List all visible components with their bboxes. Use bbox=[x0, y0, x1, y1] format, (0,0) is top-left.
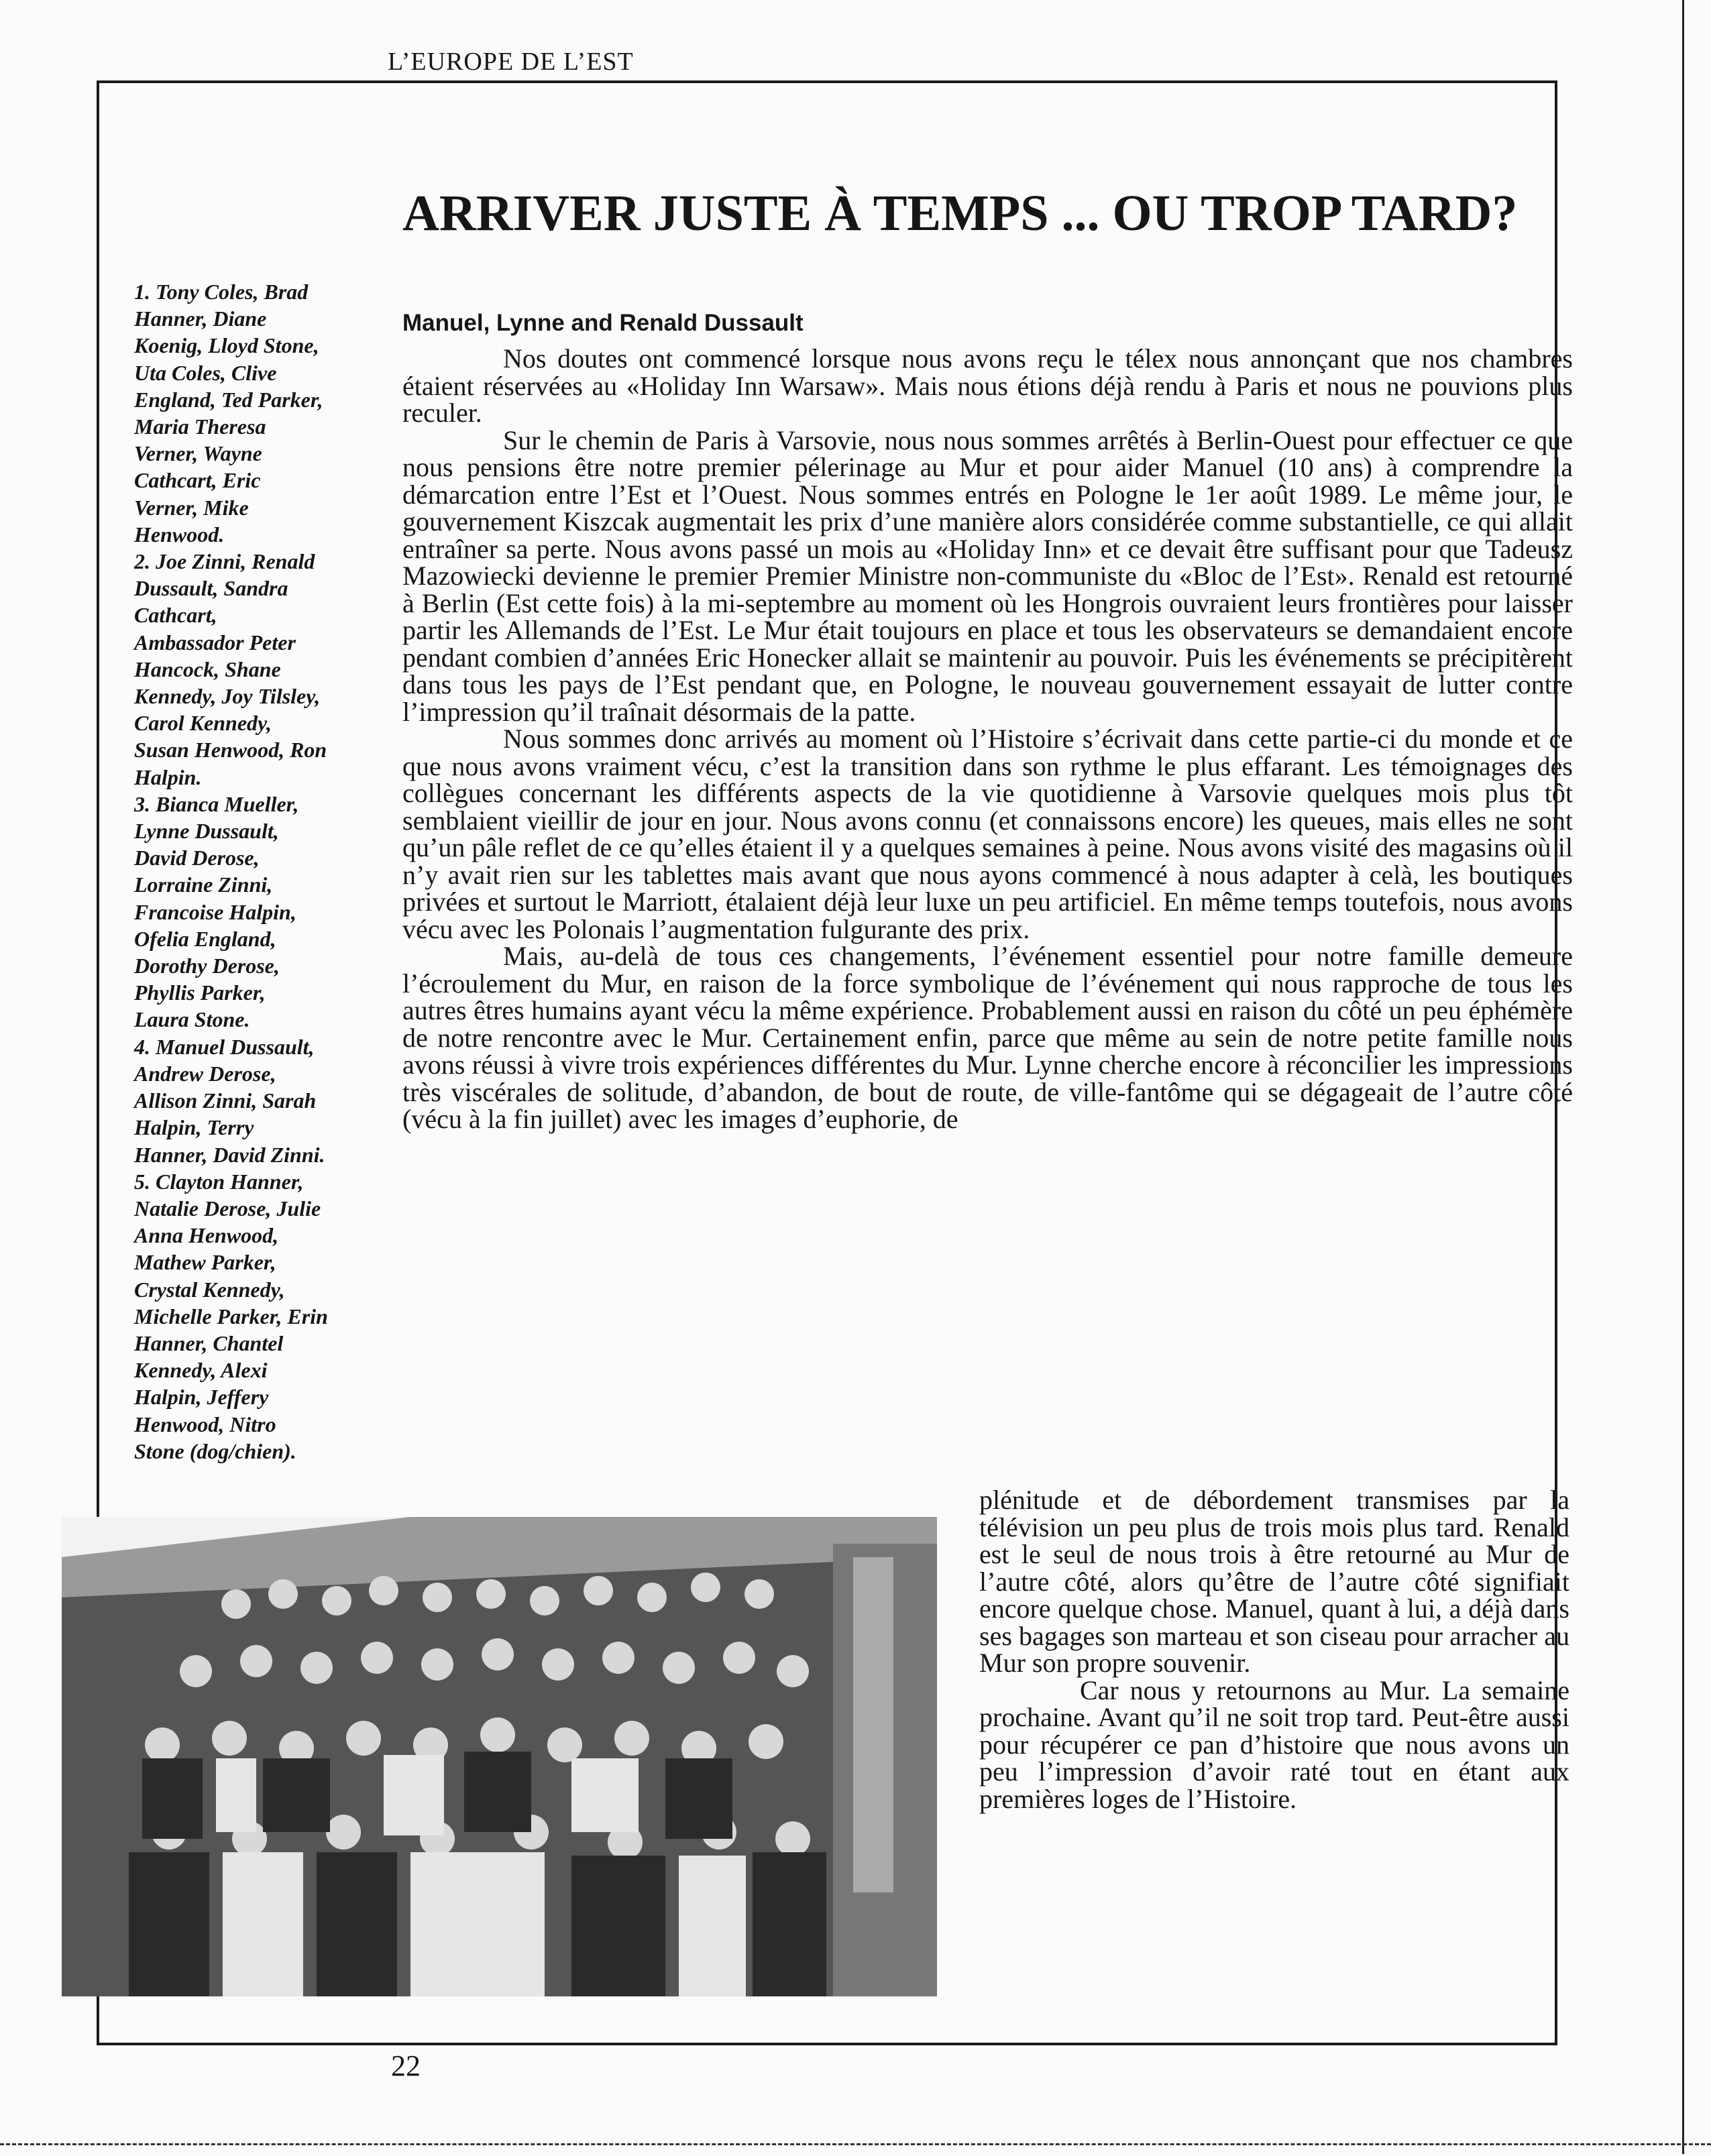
caption-row-2: 2. Joe Zinni, Renald Dussault, Sandra Cathcart, Ambassador Peter Hancock, Shane Kennedy, Joy Tilsley, Carol Kennedy, Susan Henwood, Ron Halpin. bbox=[134, 549, 327, 789]
group-photo bbox=[62, 1517, 937, 1996]
body-paragraph: Nos doutes ont commencé lorsque nous avons reçu le télex nous annonçant que nos chambres étaient réservées au «Holiday Inn Warsaw». Mais nous étions déjà rendu à Paris et nous ne pouvions plus reculer. bbox=[402, 343, 1573, 428]
binding-edge bbox=[1682, 0, 1711, 2154]
body-paragraph: Sur le chemin de Paris à Varsovie, nous nous sommes arrêtés à Berlin-Ouest pour effectuer ce que nous pensions être notre premier pélerinage au Mur et pour aider Manuel (10 ans) à comprendre la démarcation entre l’Est et l’Ouest. Nous sommes entrés en Pologne le 1er août 1989. Le même jour, le gouvernement Kiszcak augmentait les prix d’une manière alors considérée comme substantielle, ce qui allait entraîner sa perte. Nous avons passé un mois au «Holiday Inn» et ce devait être suffisant pour que Tadeusz Mazowiecki devienne le premier Premier Ministre non-communiste du «Bloc de l’Est». Renald est retourné à Berlin (Est cette fois) à la mi-septembre au moment où les Hongrois ouvraient leurs frontières pour laisser partir les Allemands de l’Est. Le Mur était toujours en place et tous les observateurs se demandaient encore pendant combien d’années Eric Honecker allait se maintenir au pouvoir. Puis les événements se précipitèrent dans tous les pays de l’Est pendant que, en Pologne, le nouveau gouvernement essayait de lutter contre l’impression qu’il traînait désormais de la patte. bbox=[402, 424, 1573, 727]
photo-caption-list bbox=[134, 278, 389, 1465]
body-paragraph: plénitude et de débordement transmises par la télévision un peu plus de trois mois plus tard. Renald est le seul de nous trois à être retourné au Mur de l’autre côté, alors qu’être de l’autre côté signifiait encore quelque chose. Manuel, quant à lui, a déjà dans ses bagages son marteau et son ciseau pour arracher au Mur son propre souvenir. bbox=[979, 1485, 1569, 1678]
page-number: 22 bbox=[391, 2049, 421, 2082]
article-byline: Manuel, Lynne and Renald Dussault bbox=[402, 310, 804, 336]
body-paragraph: Mais, au-delà de tous ces changements, l’événement essentiel pour notre famille demeure l’écroulement du Mur, en raison de la force symbolique de l’événement qui nous rapproche de tous les autres êtres humains ayant vécu la même expérience. Probablement aussi en raison du côté un peu éphémère de notre rencontre avec le Mur. Certainement enfin, parce que même au sein de notre petite famille nous avons réussi à vivre trois expériences différentes du Mur. Lynne cherche encore à réconcilier les impressions très viscérales de solitude, d’abandon, de bout de route, de ville-fantôme qui se dégageait de l’autre côté (vécu à la fin juillet) avec les images d’euphorie, de bbox=[402, 941, 1573, 1134]
body-paragraph: Car nous y retournons au Mur. La semaine prochaine. Avant qu’il ne soit trop tard. Peut-être aussi pour récupérer ce pan d’histoire que nous avons un peu l’impression d’avoir raté tout en étant aux premières loges de l’Histoire. bbox=[979, 1675, 1569, 1814]
article-title: ARRIVER JUSTE À TEMPS ... OU TROP TARD? bbox=[402, 185, 1518, 241]
article-body bbox=[402, 345, 1573, 1133]
caption-row-5: 5. Clayton Hanner, Natalie Derose, Julie Anna Henwood, Mathew Parker, Crystal Kennedy, Michelle Parker, Erin Hanner, Chantel Kennedy, Alexi Halpin, Jeffery Henwood, Nitro Stone (dog/chien). bbox=[134, 1169, 328, 1463]
caption-row-3: 3. Bianca Mueller, Lynne Dussault, David Derose, Lorraine Zinni, Francoise Halpin, Ofelia England, Dorothy Derose, Phyllis Parker, Laura Stone. bbox=[134, 791, 299, 1032]
body-paragraph: Nous sommes donc arrivés au moment où l’Histoire s’écrivait dans cette partie-ci du monde et ce que nous avons vraiment vécu, c’est la transition dans son rythme le plus effarant. Les témoignages des collègues concernant les différents aspects de la vie quotidienne à Varsovie quelques mois plus tôt semblaient vieillir de jour en jour. Nous avons connu (et connaissons encore) les queues, mais elles ne sont qu’un pâle reflet de ce qu’elles étaient il y a quelques semaines à peine. Nous avons visité des magasins où il n’y avait rien sur les tablettes mais avant que nous ayons commencé à nous adapter à celà, les boutiques privées et surtout le Marriott, étalaient déjà leur luxe un peu artificiel. En même temps toutefois, nous avons vécu avec les Polonais l’augmentation fulgurante des prix. bbox=[402, 724, 1573, 944]
caption-row-4: 4. Manuel Dussault, Andrew Derose, Allison Zinni, Sarah Halpin, Terry Hanner, David Zinni. bbox=[134, 1034, 325, 1167]
group-photo-illustration bbox=[62, 1517, 937, 1996]
caption-row-1: 1. Tony Coles, Brad Hanner, Diane Koenig, Lloyd Stone, Uta Coles, Clive England, Ted Parker, Maria Theresa Verner, Wayne Cathcart, Eric Verner, Mike Henwood. bbox=[134, 280, 323, 547]
article-body-continued bbox=[979, 1487, 1569, 1813]
section-label: L’EUROPE DE L’EST bbox=[388, 48, 634, 76]
scan-bottom-edge bbox=[0, 2143, 1711, 2156]
